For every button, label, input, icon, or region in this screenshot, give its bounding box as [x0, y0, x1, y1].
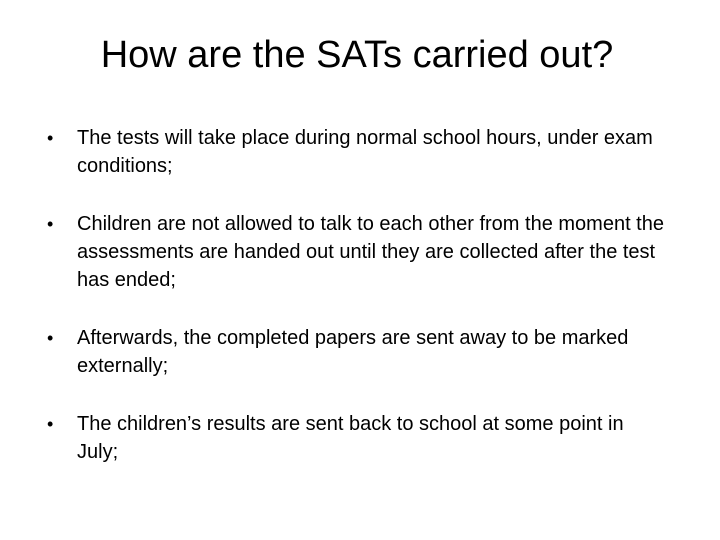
bullet-icon: • [47, 214, 54, 234]
bullet-item [47, 324, 667, 380]
bullet-icon: • [47, 328, 54, 348]
bullet-item [47, 410, 667, 466]
slide-title: How are the SATs carried out? [100, 34, 614, 76]
bullet-text: The children’s results are sent back to school at some point in July; [77, 413, 624, 463]
bullet-icon: • [47, 414, 54, 434]
bullet-item [47, 124, 667, 180]
bullet-item [47, 210, 667, 294]
bullet-text: The tests will take place during normal school hours, under exam conditions; [77, 127, 653, 177]
bullet-icon: • [47, 128, 54, 148]
bullet-text: Children are not allowed to talk to each other from the moment the assessments are handed out until they are collected after the test has ended; [77, 213, 664, 291]
bullet-list [47, 124, 667, 496]
bullet-text: Afterwards, the completed papers are sent away to be marked externally; [77, 327, 629, 377]
